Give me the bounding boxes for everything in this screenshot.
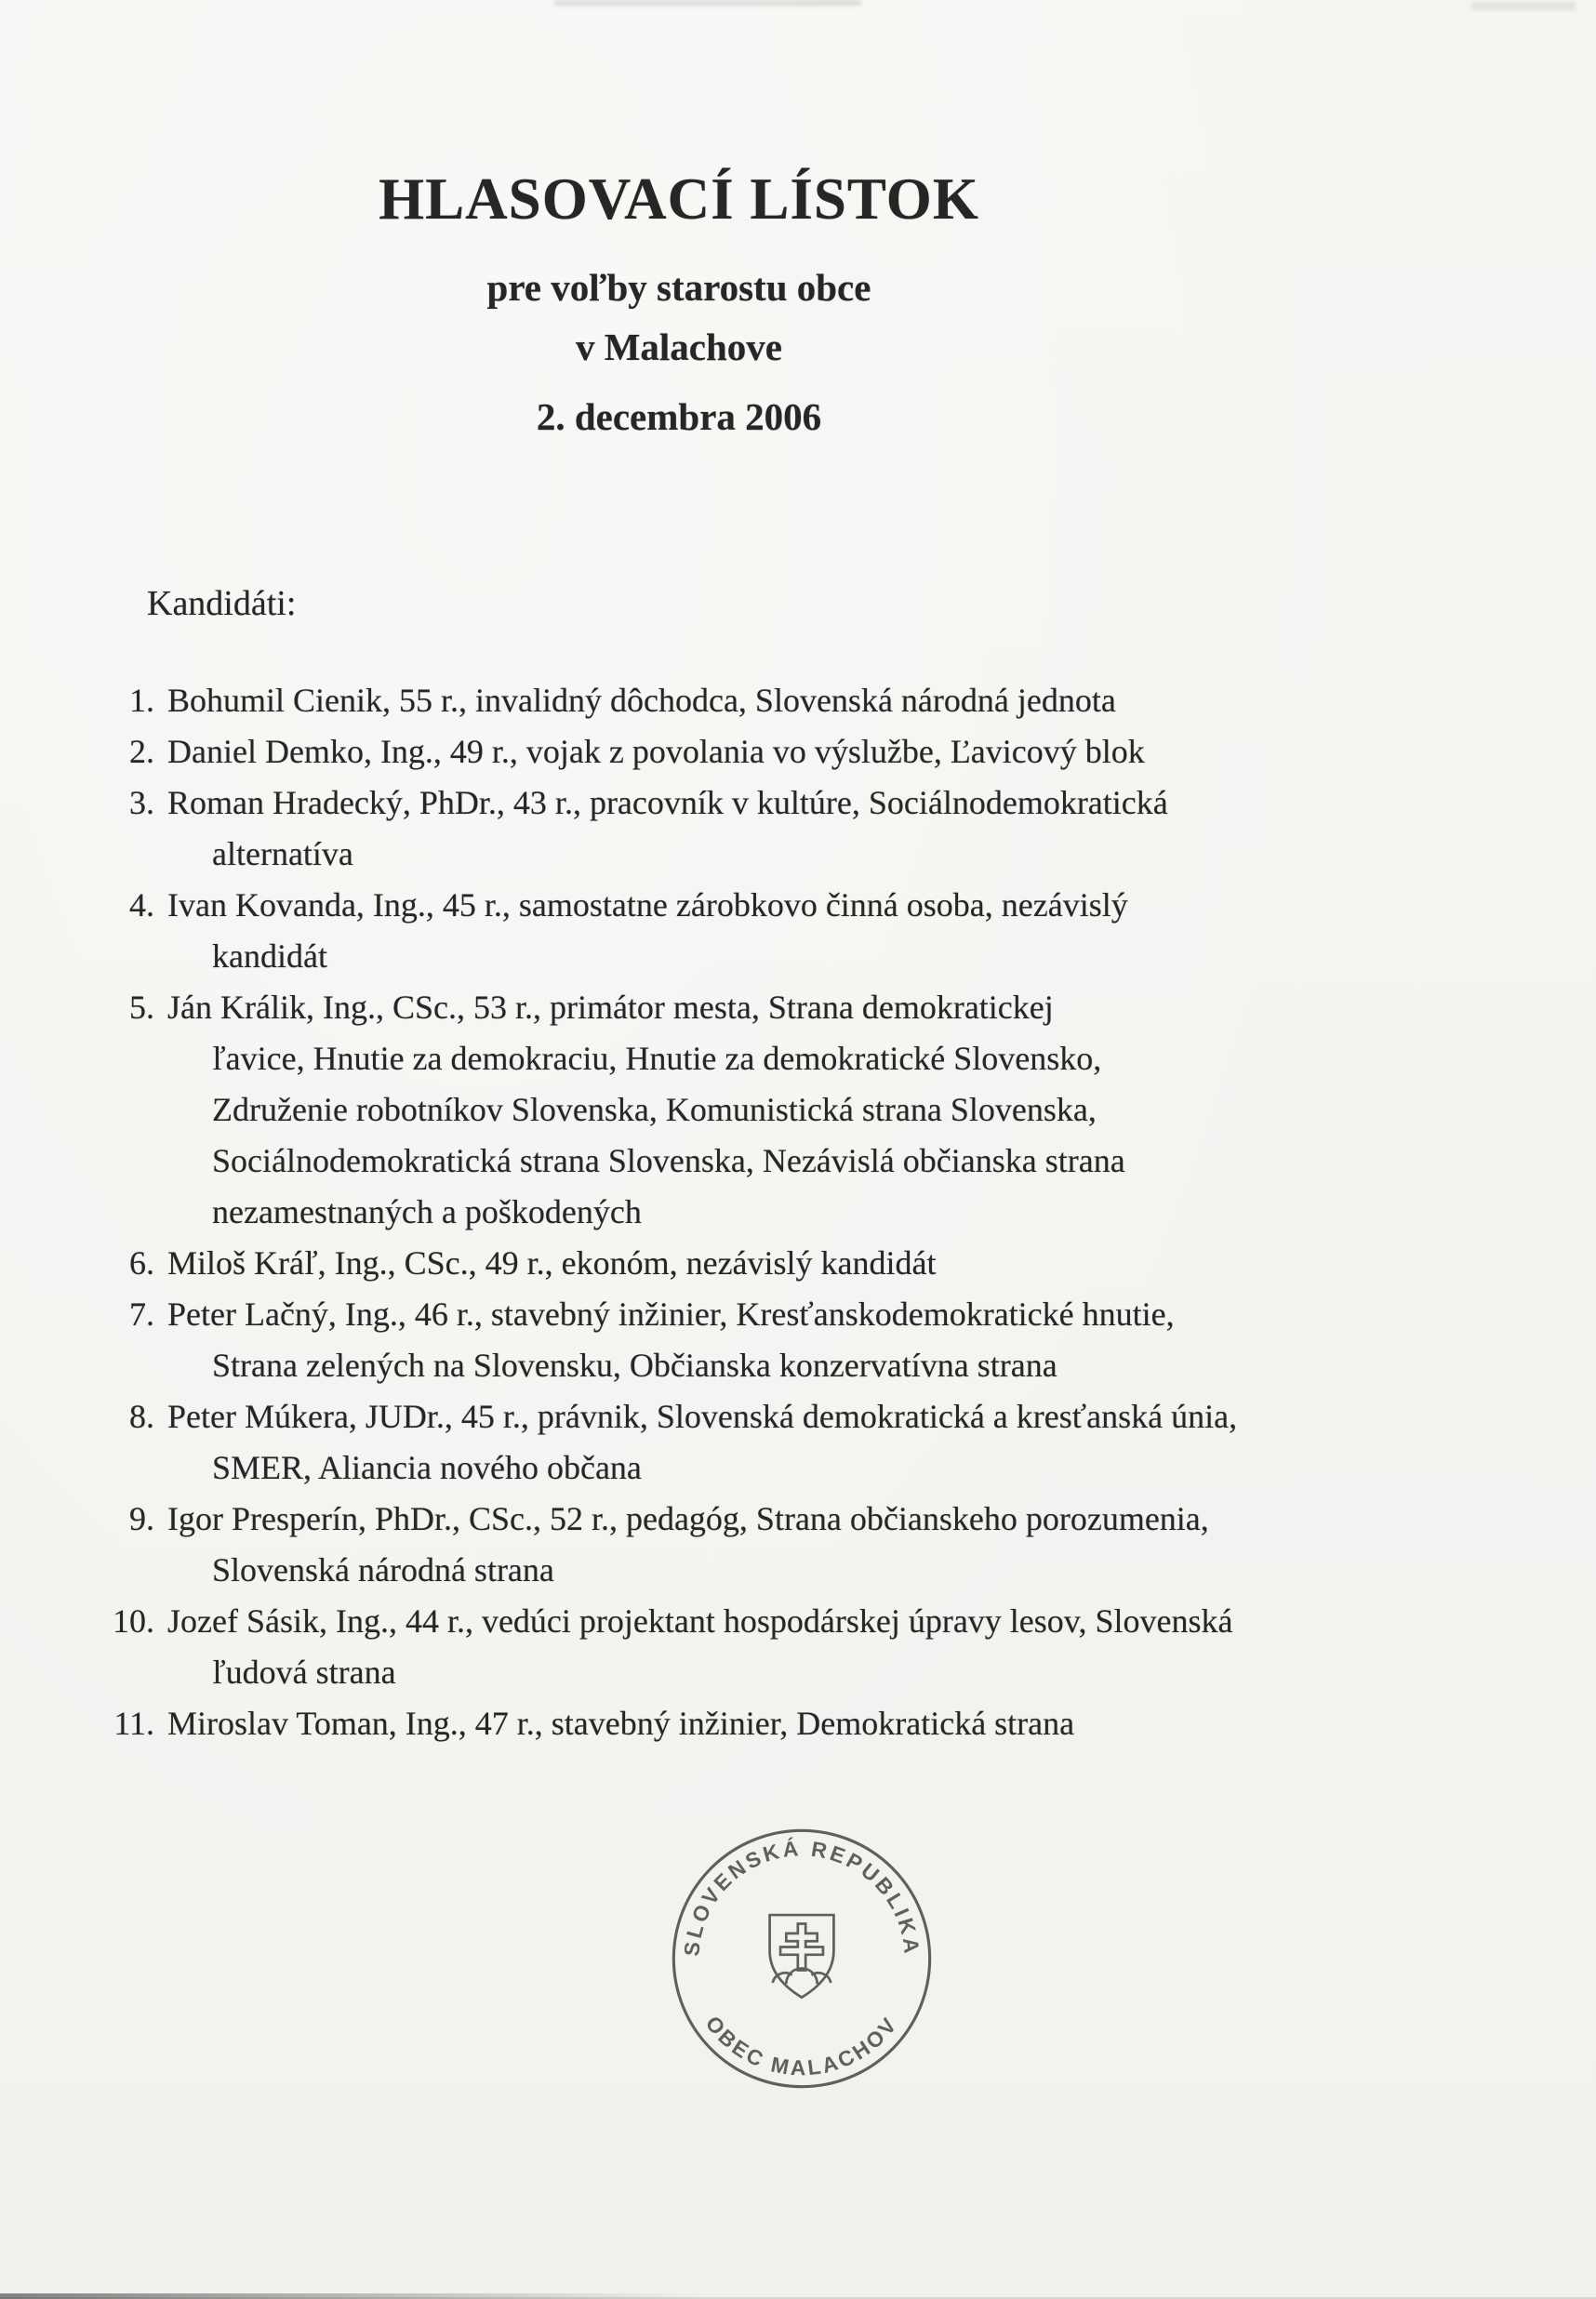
candidate-number: 5. — [129, 989, 154, 1026]
subtitle-date: 2. decembra 2006 — [536, 395, 822, 438]
shield-outline — [770, 1915, 834, 1998]
candidate-line: kandidát — [212, 937, 327, 975]
candidate-text — [167, 1698, 1074, 1749]
scan-artifact — [1471, 2, 1576, 10]
candidate-item — [97, 1494, 1492, 1596]
candidate-item — [97, 1289, 1492, 1391]
candidate-line: alternatíva — [212, 835, 353, 872]
candidate-line: Roman Hradecký, PhDr., 43 r., pracovník v kultúre, Sociálnodemokratická — [167, 784, 1168, 821]
candidate-number: 9. — [129, 1500, 154, 1537]
candidate-item — [97, 1238, 1492, 1289]
candidates-label: Kandidáti: — [147, 584, 297, 623]
candidate-list — [97, 675, 1492, 1749]
candidate-item — [97, 1391, 1492, 1494]
candidate-text — [167, 1391, 1237, 1494]
candidate-number: 10. — [113, 1602, 154, 1640]
candidate-text — [167, 675, 1116, 726]
candidate-number: 7. — [129, 1296, 154, 1333]
stamp-top-text: SLOVENSKÁ REPUBLIKA — [679, 1836, 924, 1958]
candidate-line: Miroslav Toman, Ing., 47 r., stavebný inžinier, Demokratická strana — [167, 1705, 1075, 1742]
candidate-item — [97, 675, 1492, 726]
candidate-text — [167, 1596, 1232, 1698]
svg-text:OBEC MALACHOV — [701, 2012, 903, 2080]
candidate-text — [167, 880, 1128, 982]
stamp-seal — [666, 1823, 938, 2094]
page-title: HLASOVACÍ LÍSTOK — [379, 166, 979, 232]
official-stamp — [666, 1823, 938, 2094]
candidate-line: Daniel Demko, Ing., 49 r., vojak z povolania vo výslužbe, Ľavicový blok — [167, 733, 1145, 770]
candidate-number: 1. — [129, 682, 154, 719]
candidate-line: Združenie robotníkov Slovenska, Komunistická strana Slovenska, — [212, 1091, 1097, 1128]
candidate-text — [167, 982, 1125, 1238]
candidate-line: ľudová strana — [212, 1654, 396, 1691]
candidate-number: 6. — [129, 1244, 154, 1282]
svg-text:SLOVENSKÁ REPUBLIKA — [679, 1836, 924, 1957]
candidate-line: Peter Lačný, Ing., 46 r., stavebný inžinier, Kresťanskodemokratické hnutie, — [167, 1296, 1175, 1333]
candidate-number: 2. — [129, 733, 154, 770]
candidate-text — [167, 726, 1145, 777]
candidate-line: Sociálnodemokratická strana Slovenska, Nezávislá občianska strana — [212, 1142, 1125, 1179]
candidate-item — [97, 880, 1492, 982]
candidate-line: Slovenská národná strana — [212, 1551, 554, 1588]
candidate-line: Miloš Kráľ, Ing., CSc., 49 r., ekonóm, nezávislý kandidát — [167, 1244, 937, 1282]
scan-artifact — [0, 2293, 707, 2299]
slovak-coat-of-arms-icon — [770, 1915, 834, 1998]
candidate-item — [97, 726, 1492, 777]
candidate-line: nezamestnaných a poškodených — [212, 1193, 642, 1230]
candidate-number: 3. — [129, 784, 154, 821]
candidate-item — [97, 982, 1492, 1238]
candidate-line: Strana zelených na Slovensku, Občianska konzervatívna strana — [212, 1347, 1057, 1384]
candidate-item — [97, 1698, 1492, 1749]
candidate-line: ľavice, Hnutie za demokraciu, Hnutie za demokratické Slovensko, — [212, 1040, 1102, 1077]
candidate-text — [167, 777, 1168, 880]
stamp-outer-circle — [673, 1830, 929, 2086]
scan-artifact — [554, 0, 861, 6]
candidate-line: SMER, Aliancia nového občana — [212, 1449, 642, 1486]
subtitle-place: v Malachove — [575, 326, 783, 368]
candidate-text — [167, 1289, 1175, 1391]
candidate-line: Ivan Kovanda, Ing., 45 r., samostatne zárobkovo činná osoba, nezávislý — [167, 886, 1128, 924]
candidate-item — [97, 777, 1492, 880]
candidate-number: 11. — [113, 1705, 154, 1742]
candidate-text — [167, 1494, 1209, 1596]
double-cross-icon — [780, 1923, 823, 1970]
candidate-line: Ján Králik, Ing., CSc., 53 r., primátor mesta, Strana demokratickej — [167, 989, 1054, 1026]
candidate-line: Jozef Sásik, Ing., 44 r., vedúci projektant hospodárskej úpravy lesov, Slovenská — [167, 1602, 1233, 1640]
candidate-line: Bohumil Cienik, 55 r., invalidný dôchodca, Slovenská národná jednota — [167, 682, 1116, 719]
candidate-number: 4. — [129, 886, 154, 924]
candidate-line: Peter Múkera, JUDr., 45 r., právnik, Slovenská demokratická a kresťanská únia, — [167, 1398, 1238, 1435]
candidate-number: 8. — [129, 1398, 154, 1435]
subtitle-election-type: pre voľby starostu obce — [486, 266, 871, 309]
candidate-text — [167, 1238, 937, 1289]
stamp-bottom-text: OBEC MALACHOV — [700, 2011, 903, 2080]
candidate-item — [97, 1596, 1492, 1698]
candidate-line: Igor Presperín, PhDr., CSc., 52 r., pedagóg, Strana občianskeho porozumenia, — [167, 1500, 1209, 1537]
